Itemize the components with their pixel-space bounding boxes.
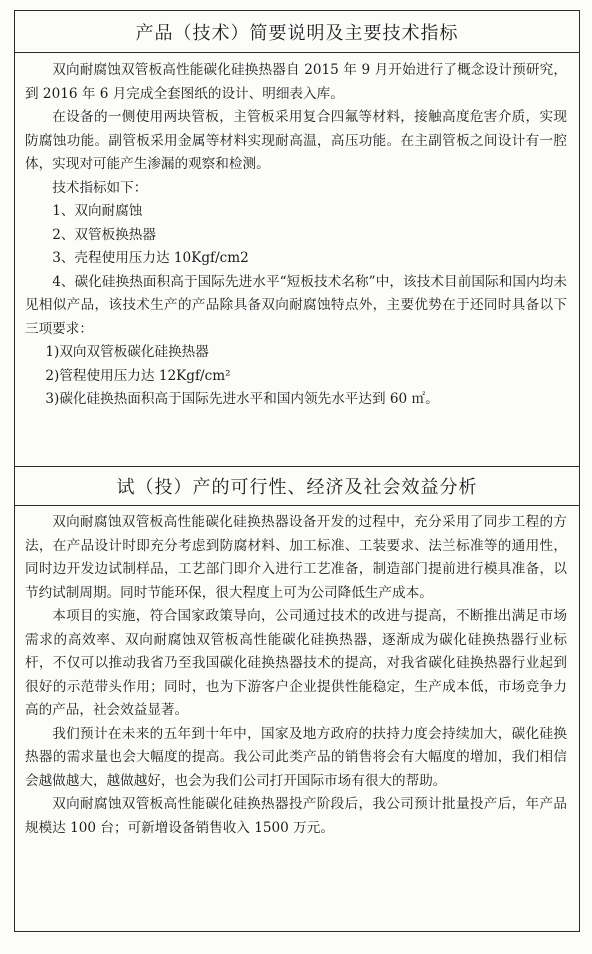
section2-para: 我们预计在未来的五年到十年中，国家及地方政府的扶持力度会持续加大，碳化硅换热器的需求量也会大幅度的提高。我公司此类产品的销售将会有大幅度的增加，我们相信会越做越大，越做越好，也会为我们公司打开国际市场有很大的帮助。 (25, 725, 567, 789)
document-table (14, 10, 580, 932)
section2-body (15, 506, 579, 840)
spec-item: 2、双管板换热器 (52, 226, 156, 243)
spec-item: 1、双向耐腐蚀 (52, 203, 143, 219)
section2-para: 双向耐腐蚀双管板高性能碳化硅换热器投产阶段后，我公司预计批量投产后，年产品规模达 100 台；可新增设备销售收入 1500 万元。 (25, 796, 567, 836)
section1-body (15, 53, 579, 467)
spec-item: 4、碳化硅换热面积高于国际先进水平“短板技术名称”中，该技术目前国际和国内均未见相似产品，该技术生产的产品除具备双向耐腐蚀特点外，主要优势在于还同时具备以下三项要求： (25, 273, 567, 337)
section2-para: 本项目的实施，符合国家政策导向，公司通过技术的改进与提高，不断推出满足市场需求的高效率、双向耐腐蚀双管板高性能碳化硅换热器，逐渐成为碳化硅换热器行业标杆，不仅可以推动我省乃至我国碳化硅换热器技术的提高，对我省碳化硅换热器行业起到很好的示范带头作用；同时，也为下游客户企业提供性能稳定，生产成本低，市场竞争力高的产品，社会效益显著。 (25, 608, 567, 718)
section1-para2: 在设备的一侧使用两块管板，主管板采用复合四氟等材料，接触高度危害介质，实现防腐蚀功能。副管板采用金属等材料实现耐高温，高压功能。在主副管板之间设计有一腔体，实现对可能产生渗漏的观察和检测。 (25, 109, 567, 172)
requirement-item: 3)碳化硅换热面积高于国际先进水平和国内领先水平达到 60 ㎡。 (45, 391, 439, 407)
requirement-item: 1)双向双管板碳化硅换热器 (45, 344, 209, 360)
section1-title: 产品（技术）简要说明及主要技术指标 (15, 11, 579, 53)
section1-para1: 双向耐腐蚀双管板高性能碳化硅换热器自 2015 年 9 月开始进行了概念设计预研究，到 2016 年 6 月完成全套图纸的设计、明细表入库。 (25, 62, 567, 102)
requirement-item: 2)管程使用压力达 12Kgf/cm² (45, 367, 231, 384)
section2-title: 试（投）产的可行性、经济及社会效益分析 (15, 467, 579, 506)
spec-item: 3、壳程使用压力达 10Kgf/cm2 (52, 250, 249, 266)
section2-para: 双向耐腐蚀双管板高性能碳化硅换热器设备开发的过程中，充分采用了同步工程的方法，在产品设计时即充分考虑到防腐材料、加工标准、工装要求、法兰标准等的通用性，同时边开发边试制样品，工艺部门即介入进行工艺准备，制造部门提前进行模具准备，以节约试制周期。同时节能环保，很大程度上可为公司降低生产成本。 (25, 514, 567, 601)
spec-intro: 技术指标如下： (52, 179, 148, 196)
